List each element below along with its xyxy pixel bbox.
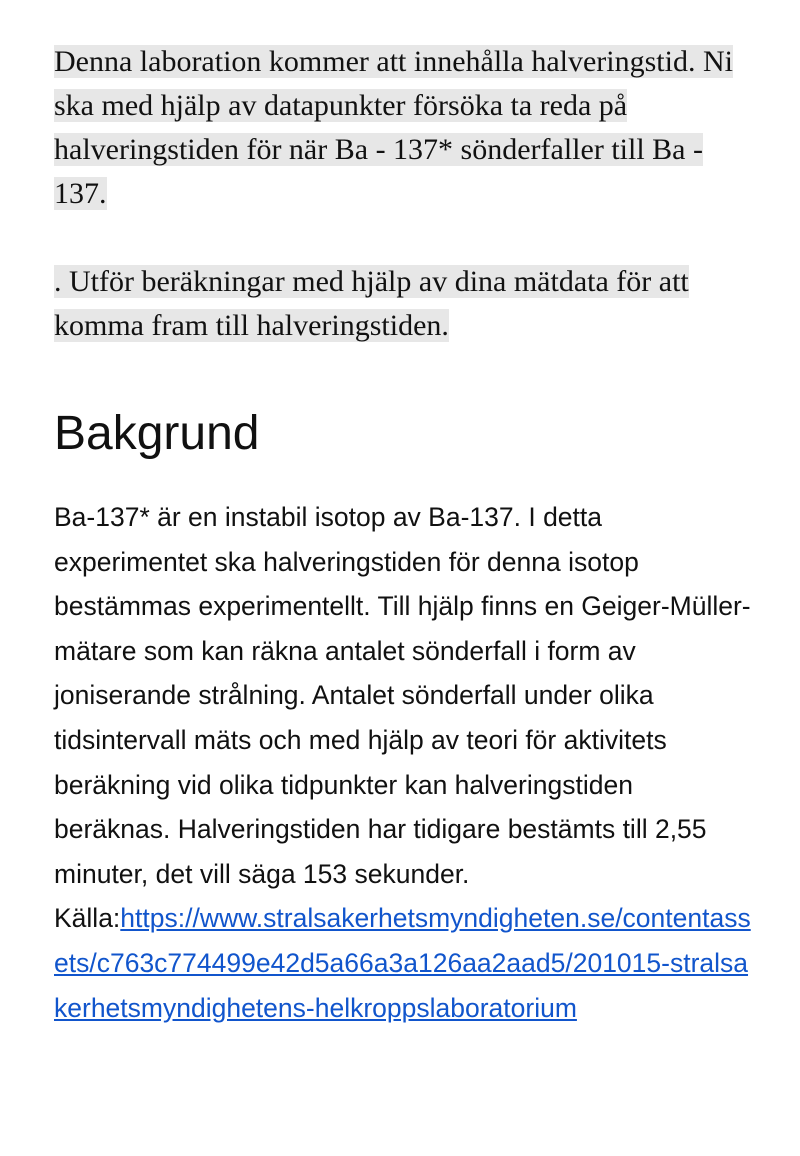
instruction-paragraph: [54, 260, 754, 348]
source-link[interactable]: https://www.stralsakerhetsmyndigheten.se/contentassets/c763c774499e42d5a66a3a126aa2aad5/201015-stralsakerhetsmyndighetens-helkroppslaboratorium: [54, 903, 751, 1023]
section-heading: Bakgrund: [54, 407, 260, 460]
intro-paragraph: [54, 40, 754, 216]
intro-paragraph-text: Denna laboration kommer att innehålla halveringstid. Ni ska med hjälp av datapunkter försöka ta reda på halveringstiden för när Ba - 137* sönderfaller till Ba - 137.: [54, 45, 733, 210]
background-paragraph: [54, 495, 754, 1030]
background-paragraph-text: Ba-137* är en instabil isotop av Ba-137. I detta experimentet ska halveringstiden för denna isotop bestämmas experimentellt. Till hjälp finns en Geiger-Müller-mätare som kan räkna antalet sönderfall i form av joniserande strålning. Antalet sönderfall under olika tidsintervall mäts och med hjälp av teori för aktivitets beräkning vid olika tidpunkter kan halveringstiden beräknas. Halveringstiden har tidigare bestämts till 2,55 minuter, det vill säga 153 sekunder.: [54, 502, 751, 889]
source-label: Källa:: [54, 903, 121, 934]
document: [54, 40, 754, 1023]
instruction-paragraph-text: . Utför beräkningar med hjälp av dina mätdata för att komma fram till halveringstiden.: [54, 265, 689, 342]
